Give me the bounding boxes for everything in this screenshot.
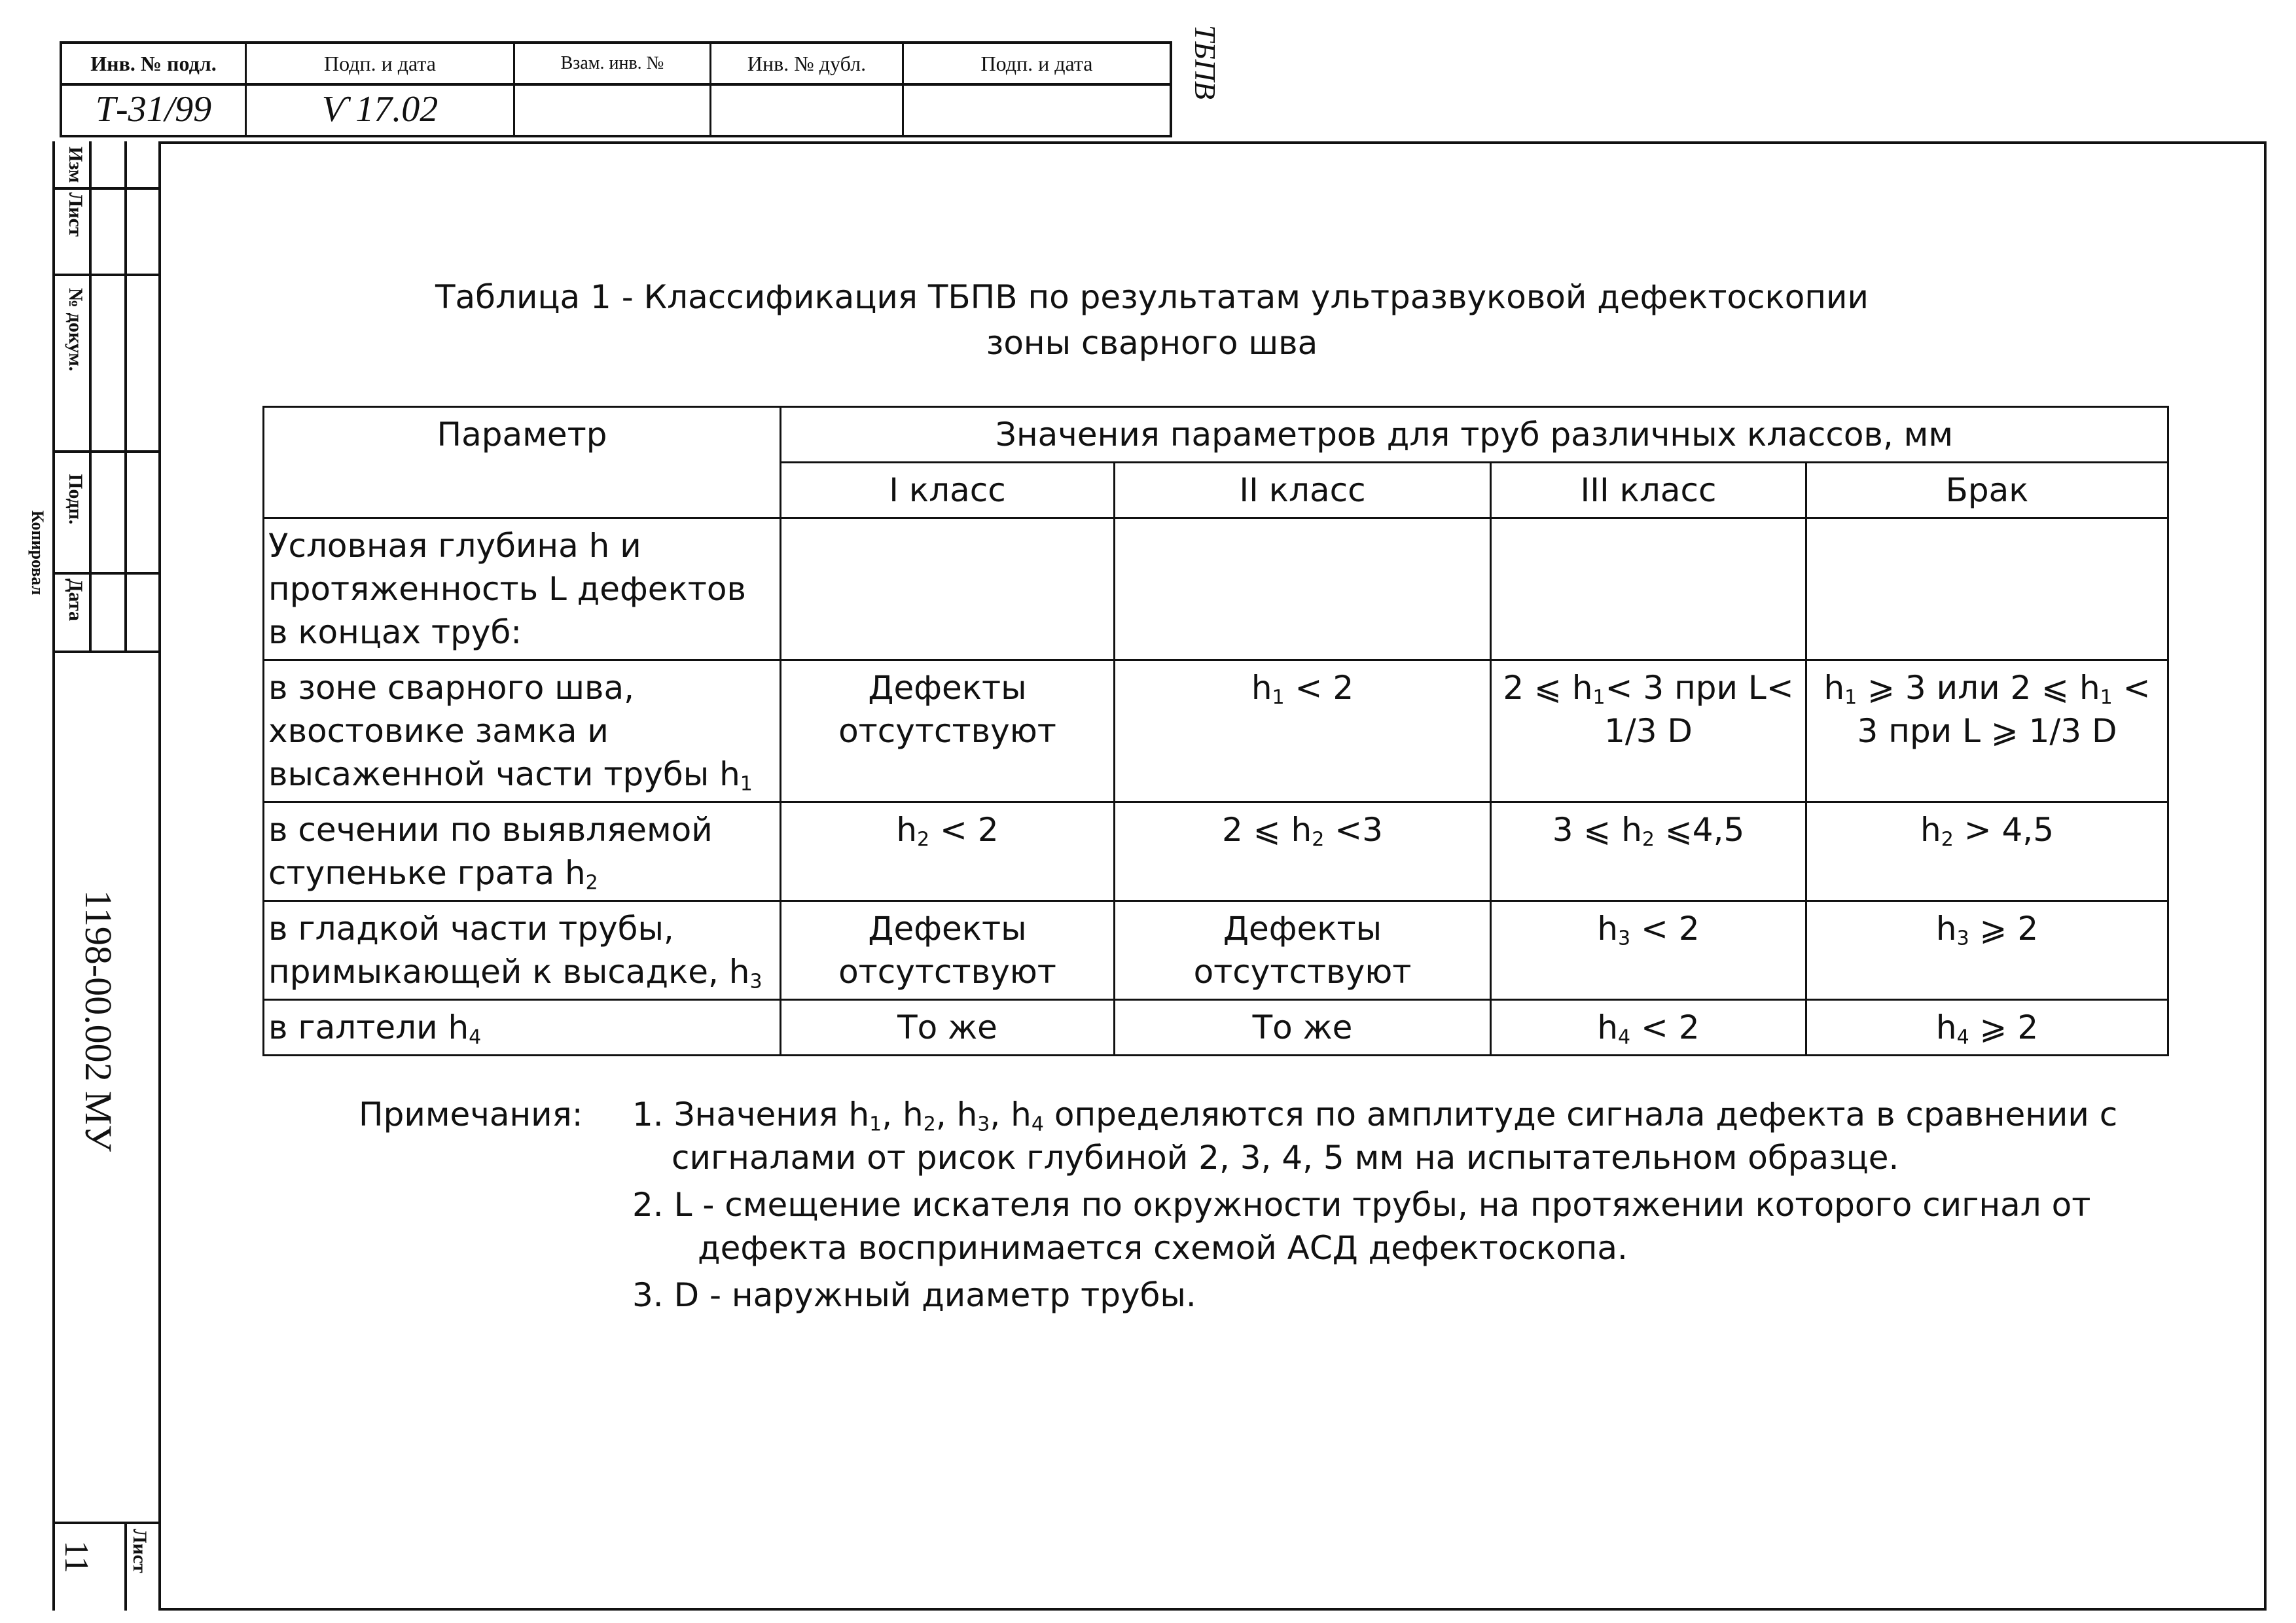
strip-rule: [52, 187, 161, 190]
cell: То же: [781, 1000, 1115, 1056]
cell: То же: [1115, 1000, 1491, 1056]
sheet-box-divider: [124, 1522, 127, 1611]
table-row: [264, 518, 2168, 660]
classification-table: [262, 406, 2169, 1056]
note-3: 3. D - наружный диаметр трубы.: [632, 1276, 1196, 1314]
header-class-1: I класс: [781, 463, 1115, 518]
table-header-row: [264, 407, 2168, 463]
stamp-header-inv-dubl: Инв. № дубл.: [711, 44, 904, 83]
row-param: в зоне сварного шва, хвостовике замка и высаженной части трубы $h_1$: [264, 660, 781, 802]
row-param: в галтели $h_4$: [264, 1000, 781, 1056]
cell: $h_1 < 2$: [1115, 660, 1491, 802]
left-strip-outer-line: [52, 141, 55, 1611]
stamp-header-inv-podl: Инв. № подл.: [62, 44, 247, 83]
cell: Дефекты отсутствуют: [1115, 901, 1491, 1000]
cell: 3 ⩽ $h_2$ ⩽4,5: [1491, 802, 1806, 901]
strip-rule: [52, 274, 161, 276]
table-row: [264, 802, 2168, 901]
stamp-header-vzam-inv: Взам. инв. №: [515, 44, 711, 83]
table-row: [264, 660, 2168, 802]
row-param: в сечении по выявляемой ступеньке грата $h_2$: [264, 802, 781, 901]
cell: $h_4$ ⩾ 2: [1806, 1000, 2168, 1056]
document-code: 1198-00.002 МУ: [77, 890, 120, 1152]
row-param: Условная глубина h и протяженность L дефектов в концах труб:: [264, 518, 781, 660]
stamp-value-vzam: [515, 84, 711, 135]
cell: $h_4 < 2$: [1491, 1000, 1806, 1056]
sheet-label: Лист: [129, 1529, 151, 1573]
strip-label-data: Дата: [65, 579, 86, 621]
stamp-value-inv-podl: Т-31/99: [62, 84, 247, 135]
stamp-header-podp-data-2: Подп. и дата: [980, 51, 1093, 75]
left-strip-divider-1: [89, 141, 92, 652]
cell: [1491, 518, 1806, 660]
strip-label-list: Лист: [65, 192, 86, 237]
corner-mark: ТБПВ: [1189, 25, 1222, 100]
notes-label: Примечания:: [359, 1096, 583, 1133]
note-1-cont: сигналами от рисок глубиной 2, 3, 4, 5 мм на испытательном образце.: [672, 1139, 1899, 1177]
header-reject: Брак: [1806, 463, 2168, 518]
header-parameter: Параметр: [264, 407, 781, 518]
cell: [781, 518, 1115, 660]
sheet-number: 11: [58, 1541, 95, 1574]
cell: $h_2 < 2$: [781, 802, 1115, 901]
strip-rule: [52, 572, 161, 575]
note-2-cont: дефекта воспринимается схемой АСД дефектоскопа.: [698, 1229, 1628, 1267]
table-row: [264, 901, 2168, 1000]
stamp-header-podp-data: Подп. и дата: [247, 44, 515, 83]
header-values: Значения параметров для труб различных классов, мм: [781, 407, 2168, 463]
cell: 2 ⩽ $h_1< 3$ при L< 1/3 D: [1491, 660, 1806, 802]
stamp-value-podp-2: [904, 84, 1170, 135]
stamp-header-row: [60, 41, 1172, 86]
row-param: в гладкой части трубы, примыкающей к высадке, $h_3$: [264, 901, 781, 1000]
cell: 2 ⩽ $h_2 <3$: [1115, 802, 1491, 901]
cell: Дефекты отсутствуют: [781, 660, 1115, 802]
cell: $h_3$ ⩾ 2: [1806, 901, 2168, 1000]
cell: $h_2 > 4,5$: [1806, 802, 2168, 901]
note-2: 2. L - смещение искателя по окружности трубы, на протяжении которого сигнал от: [632, 1186, 2091, 1224]
header-class-3: III класс: [1491, 463, 1806, 518]
table-title: Таблица 1 - Классификация ТБПВ по результатам ультразвуковой дефектоскопии: [435, 278, 1869, 316]
strip-rule: [52, 450, 161, 453]
strip-label-izm: Изм: [65, 147, 86, 183]
strip-rule: [52, 651, 161, 653]
cell: [1806, 518, 2168, 660]
strip-label-podp: Подп.: [65, 474, 86, 525]
stamp-value-signature-date: Ѵ 17.02: [247, 84, 515, 135]
stamp-values-row: [60, 84, 1172, 137]
note-1: 1. Значения $h_1$, $h_2$, $h_3$, $h_4$ определяются по амплитуде сигнала дефекта в сравнении с: [632, 1096, 2118, 1136]
cell: $h_1$ ⩾ 3 или 2 ⩽ $h_1 < 3$ при L ⩾ 1/3 D: [1806, 660, 2168, 802]
strip-label-doc: № докум.: [65, 288, 86, 372]
cell: $h_3 < 2$: [1491, 901, 1806, 1000]
table-title-line2: зоны сварного шва: [986, 324, 1318, 362]
copy-mark: Копировал: [28, 510, 47, 596]
header-class-2: II класс: [1115, 463, 1491, 518]
table-row: [264, 1000, 2168, 1056]
cell: Дефекты отсутствуют: [781, 901, 1115, 1000]
strip-rule: [52, 1522, 161, 1524]
stamp-value-dubl: [711, 84, 904, 135]
left-strip-divider-2: [124, 141, 127, 652]
cell: [1115, 518, 1491, 660]
